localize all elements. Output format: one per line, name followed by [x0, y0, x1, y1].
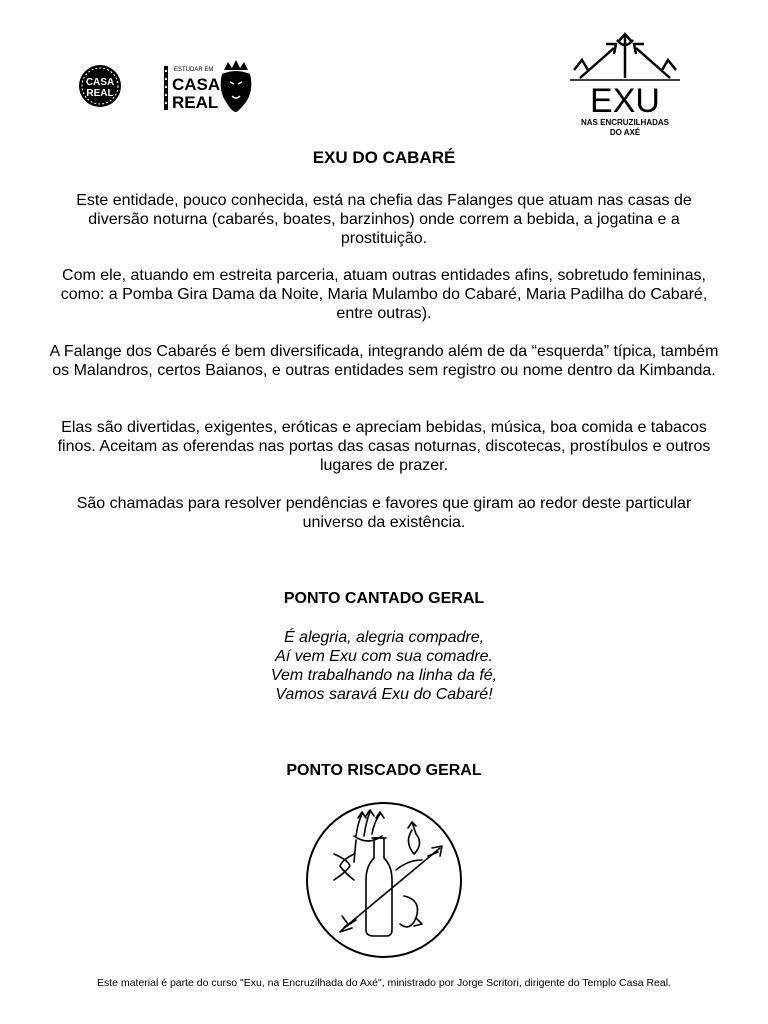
- paragraph-4: Elas são divertidas, exigentes, eróticas e apreciam bebidas, música, boa comida e tabacos finos. Aceitam as oferendas nas portas das casas noturnas, discotecas, prostíbulos e outros lugares de prazer.: [57, 419, 711, 474]
- paragraph-3: A Falange dos Cabarés é bem diversificada, integrando além de da “esquerda” típica, também os Malandros, certos Baianos, e outras entidades sem registro ou nome dentro da Kimbanda.: [49, 343, 719, 379]
- paragraph-5: São chamadas para resolver pendências e favores que giram ao redor deste particular universo da existência.: [76, 495, 692, 531]
- page-title: EXU DO CABARÉ: [312, 148, 456, 167]
- verse-line: Vamos saravá Exu do Cabaré!: [275, 686, 493, 703]
- svg-text:ESTUDAR EM: ESTUDAR EM: [174, 67, 214, 73]
- casa-real-logo: [78, 64, 122, 108]
- svg-text:NAS ENCRUZILHADAS: NAS ENCRUZILHADAS: [581, 118, 669, 127]
- ponto-riscado-heading: PONTO RISCADO GERAL: [286, 762, 482, 779]
- paragraph-1: Este entidade, pouco conhecida, está na chefia das Falanges que atuam nas casas de diversão noturna (cabarés, boates, barzinhos) onde correm a bebida, a jogatina e a prostituição.: [76, 192, 692, 247]
- verse-line: É alegria, alegria compadre,: [283, 629, 485, 646]
- exu-nas-encruzilhadas-logo: [560, 30, 690, 140]
- paragraph-2: Com ele, atuando em estreita parceria, atuam outras entidades afins, sobretudo femininas, como: a Pomba Gira Dama da Noite, Maria Mulambo do Cabaré, Maria Padilha do Cabaré, entre outras).: [60, 267, 708, 322]
- verse-line: Vem trabalhando na linha da fé,: [270, 667, 498, 684]
- ponto-cantado-heading: PONTO CANTADO GERAL: [283, 590, 485, 607]
- svg-text:CASA: CASA: [172, 75, 221, 94]
- svg-text:EXU: EXU: [590, 82, 660, 120]
- svg-text:REAL: REAL: [86, 88, 114, 99]
- ponto-riscado-symbol: [304, 800, 464, 960]
- svg-text:REAL: REAL: [172, 93, 219, 112]
- svg-text:DO AXÉ: DO AXÉ: [609, 128, 641, 137]
- verse-line: Aí vem Exu com sua comadre.: [275, 648, 493, 665]
- estudar-em-casa-real-logo: [162, 56, 254, 112]
- footer-note: Este material é parte do curso "Exu, na Encruzilhada do Axé", ministrado por Jorge Scritori, dirigente do Templo Casa Real.: [97, 977, 671, 989]
- ponto-cantado-verses: [0, 628, 768, 704]
- svg-text:CASA: CASA: [85, 77, 115, 88]
